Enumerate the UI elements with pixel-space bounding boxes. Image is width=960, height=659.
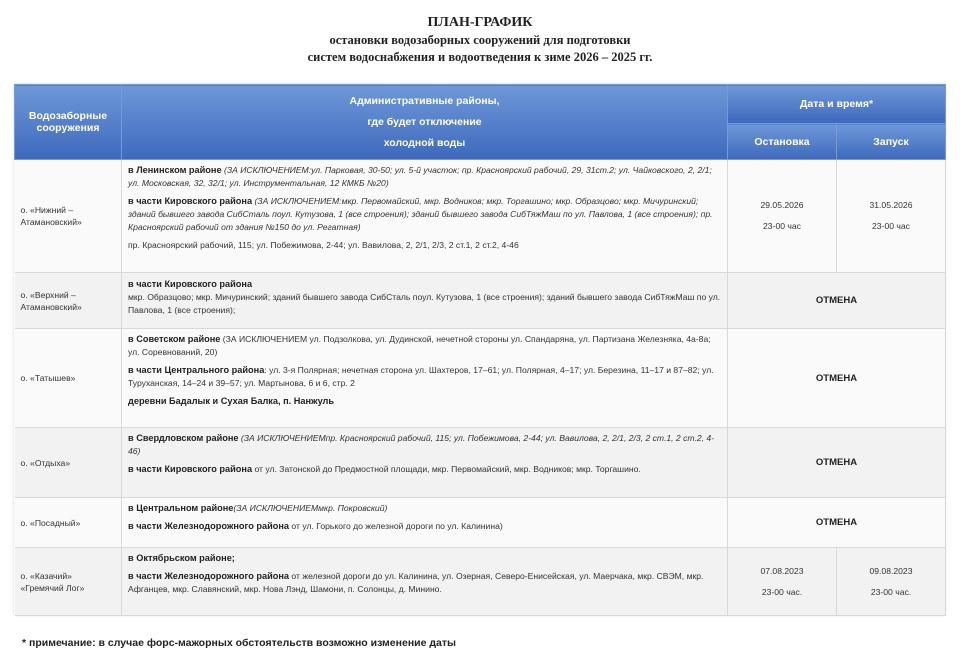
- stop-date: 07.08.2023: [760, 565, 804, 576]
- district-paragraph: [128, 239, 721, 252]
- header-start: Запуск: [837, 124, 946, 160]
- district-name: в Центральном районе: [128, 503, 234, 513]
- facility-cell: о. «Нижний –Атамановский»: [15, 160, 122, 273]
- stop-time: 23-00 час: [763, 221, 801, 231]
- header-stop: Остановка: [728, 124, 837, 160]
- start-date: 09.08.2023: [869, 565, 913, 576]
- facility-cell: [15, 548, 122, 616]
- district-paragraph: [128, 278, 721, 291]
- title-sub-2: систем водоснабжения и водоотведения к зиме 2026 – 2025 гг.: [307, 50, 653, 64]
- district-name: в части Железнодорожного района: [128, 571, 290, 581]
- district-paragraph: [128, 291, 721, 317]
- district-details: (ЗА ИСКЛЮЧЕНИЕМ:ул. Парковая, 30-50; ул. 5-й участок; пр. Красноярский рабочий, 29, 31ст.2; ул. Чайковского, 2, 2/1; ул. Московская, 32, 32/1; ул. Инструментальная, 12 КМКБ №20): [128, 165, 712, 188]
- facility-cell: о. «Отдыха»: [15, 428, 122, 498]
- districts-cell: [122, 160, 728, 273]
- table-row: [15, 329, 946, 428]
- district-details: от ул. Горького до железной дороги по ул. Калинина): [289, 521, 503, 531]
- header-districts-line2: где будет отключение: [367, 115, 482, 128]
- facility-cell: о. «Посадный»: [15, 498, 122, 548]
- district-paragraph: [128, 432, 721, 458]
- district-paragraph: [128, 463, 721, 476]
- status-cell: ОТМЕНА: [728, 428, 946, 498]
- title-main: ПЛАН-ГРАФИК: [427, 15, 533, 30]
- district-details: от ул. Затонской до Предмостной площади, мкр. Первомайский, мкр. Водников; мкр. Торгашино.: [252, 464, 641, 474]
- district-name: деревни Бадалык и Сухая Балка, п. Нанжуль: [128, 396, 335, 406]
- table-row: [15, 548, 946, 616]
- title-sub-1: остановки водозаборных сооружений для подготовки: [329, 33, 631, 47]
- district-paragraph: [128, 164, 721, 190]
- district-paragraph: [128, 364, 721, 390]
- facility-line: о. «Казачий»: [20, 570, 72, 581]
- header-districts-line3: холодной воды: [383, 136, 466, 149]
- footnote: * примечание: в случае форс-мажорных обстоятельств возможно изменение даты: [22, 637, 456, 649]
- schedule-panel: [14, 84, 945, 615]
- stop-time: 23-00 час.: [761, 586, 803, 597]
- stop-date: 29.05.2026: [760, 200, 804, 210]
- start-time: 23-00 час.: [870, 586, 912, 597]
- stop-cell: [728, 548, 837, 616]
- district-paragraph: [128, 552, 721, 565]
- table-row: [15, 273, 946, 329]
- status-cell: ОТМЕНА: [728, 498, 946, 548]
- document-title: [0, 14, 960, 66]
- header-facility: Водозаборные сооружения: [15, 85, 122, 160]
- start-cell: [837, 548, 946, 616]
- district-paragraph: [128, 570, 721, 596]
- district-paragraph: [128, 395, 721, 408]
- districts-cell: [122, 329, 728, 428]
- schedule-table: [14, 84, 946, 616]
- district-paragraph: [128, 502, 721, 515]
- district-details: мкр. Образцово; мкр. Мичуринский; зданий бывшего завода СибСталь поул. Кутузова, 1 (все строения); зданий бывшего завода СибТяжМаш по ул. Павлова, 1 (все строения);: [128, 292, 721, 315]
- start-cell: [837, 160, 946, 273]
- district-name: в Ленинском районе: [128, 165, 222, 175]
- header-districts-line1: Административные районы,: [349, 94, 500, 107]
- district-details: пр. Красноярский рабочий, 115; ул. Побежимова, 2-44; ул. Вавилова, 2, 2/1, 2/3, 2 ст.1, 2 ст.2, 4-46: [128, 240, 519, 250]
- district-name: в части Кировского района: [128, 464, 253, 474]
- district-name: в части Кировского района: [128, 279, 253, 289]
- status-cell: ОТМЕНА: [728, 329, 946, 428]
- district-name: в Советском районе: [128, 334, 221, 344]
- district-details: (ЗА ИСКЛЮЧЕНИЕМ:мкр. Первомайский, мкр. Водников; мкр. Торгашино; мкр. Образцово; мкр. Мичуринский; зданий бывшего завода СибСталь поул. Кутузова, 1 (все строения); зданий бывшего завода СибТяжМаш по ул. Павлова, 1 (все строения); пр. Красноярский рабочий от здания №150 до ул. Регатная): [128, 196, 713, 232]
- facility-line: «Гремячий Лог»: [20, 582, 85, 593]
- district-name: в Октябрьском районе;: [128, 553, 235, 563]
- status-cell: ОТМЕНА: [728, 273, 946, 329]
- districts-cell: [122, 548, 728, 616]
- district-details: (ЗА ИСКЛЮЧЕНИЕМмкр. Покровский): [233, 503, 388, 513]
- facility-cell: о. «Татышев»: [15, 329, 122, 428]
- start-date: 31.05.2026: [869, 200, 913, 210]
- district-name: в части Железнодорожного района: [128, 521, 290, 531]
- table-row: [15, 498, 946, 548]
- district-paragraph: [128, 520, 721, 533]
- districts-cell: [122, 428, 728, 498]
- district-name: в части Кировского района: [128, 196, 253, 206]
- header-datetime: Дата и время*: [728, 85, 946, 124]
- district-details: от железной дороги до ул. Калинина, ул. Озерная, Северо-Енисейская, ул. Маерчака, мкр. СВЭМ, мкр. Афганцев, мкр. Славянский, мкр. Нова Лэнд, Шамони, п. Солонцы, д. Минино.: [128, 571, 704, 594]
- header-row-1: [15, 85, 946, 124]
- district-name: в части Центрального района: [128, 365, 265, 375]
- district-paragraph: [128, 333, 721, 359]
- district-paragraph: [128, 195, 721, 234]
- district-details: (ЗА ИСКЛЮЧЕНИЕМ ул. Подзолкова, ул. Дудинской, нечетной стороны ул. Спандаряна, ул. Партизана Железняка, 4а-8а; ул. Соревнований, 20): [128, 334, 711, 357]
- header-districts: [122, 85, 728, 160]
- district-details: (ЗА ИСКЛЮЧЕНИЕМпр. Красноярский рабочий, 115; ул. Побежимова, 2-44; ул. Вавилова, 2, 2/1, 2/3, 2 ст.1, 2 ст.2, 4-46): [128, 433, 715, 456]
- district-name: в Свердловском районе: [128, 433, 239, 443]
- table-row: [15, 160, 946, 273]
- facility-cell: о. «Верхний –Атамановский»: [15, 273, 122, 329]
- table-row: [15, 428, 946, 498]
- start-time: 23-00 час: [872, 221, 910, 231]
- districts-cell: [122, 273, 728, 329]
- district-details: : ул. 3-я Полярная; нечетная сторона ул. Шахтеров, 17–61; ул. Полярная, 4–17; ул. Березина, 11–17 и 87–82; ул. Туруханская, 14–24 и 39–57; ул. Мартынова, 6 и 6, стр. 2: [128, 365, 714, 388]
- stop-cell: [728, 160, 837, 273]
- districts-cell: [122, 498, 728, 548]
